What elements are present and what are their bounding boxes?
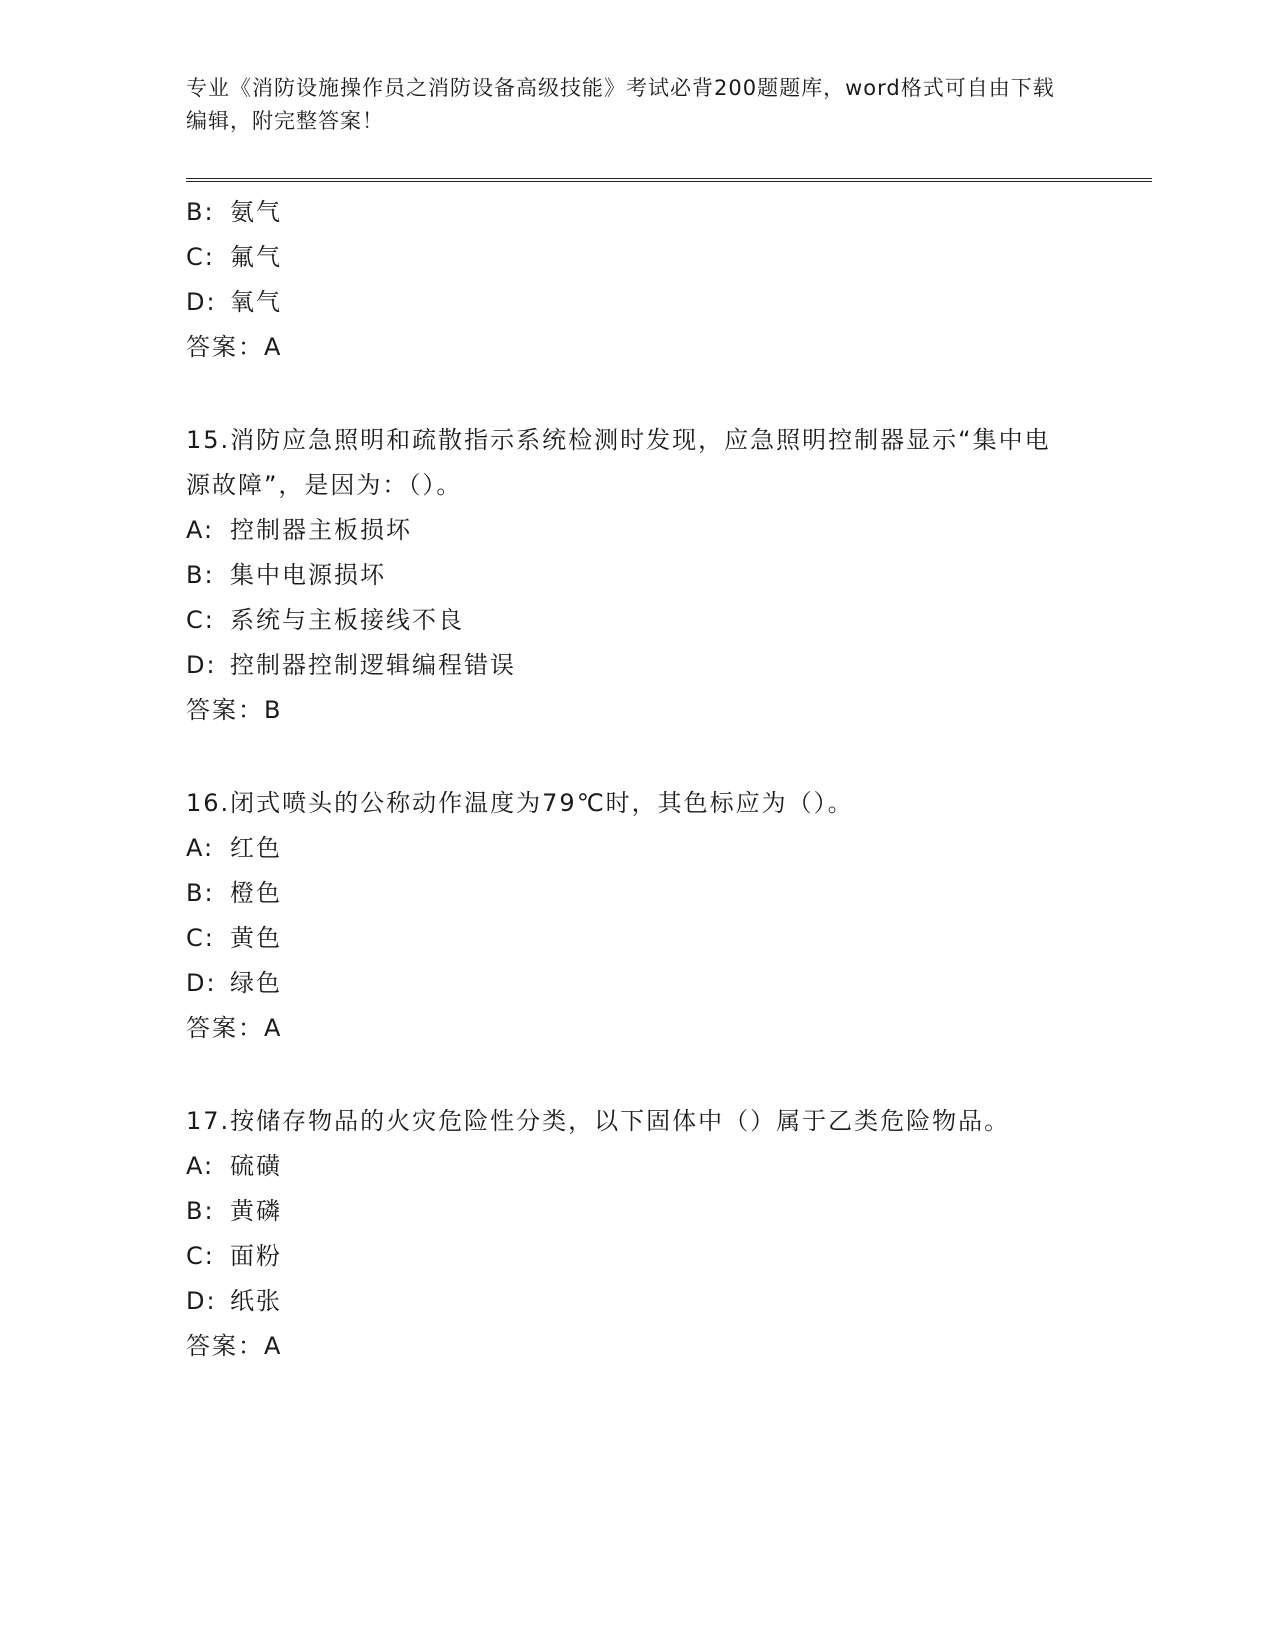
document-header: 专业《消防设施操作员之消防设备高级技能》考试必背200题题库，word格式可自由下载编辑，附完整答案！ — [186, 76, 1055, 133]
question-text: 15.消防应急照明和疏散指示系统检测时发现，应急照明控制器显示“集中电源故障”，是因为：（）。 — [186, 426, 1051, 499]
question-16 — [186, 781, 1086, 1051]
header-divider — [186, 178, 1152, 182]
option-b: B: 橙色 — [186, 879, 282, 907]
answer: 答案：B — [186, 696, 283, 724]
option-a: A: 红色 — [186, 834, 282, 862]
option-c: C: 系统与主板接线不良 — [186, 606, 464, 634]
option-d: D: 绿色 — [186, 969, 282, 997]
option-a: A: 硫磺 — [186, 1152, 282, 1180]
answer: 答案：A — [186, 333, 283, 361]
answer: 答案：A — [186, 1332, 283, 1360]
question-text: 17.按储存物品的火灾危险性分类，以下固体中（）属于乙类危险物品。 — [186, 1107, 1011, 1135]
question-14-continued — [186, 190, 1086, 370]
option-d: D: 控制器控制逻辑编程错误 — [186, 651, 516, 679]
option-d: D: 纸张 — [186, 1287, 282, 1315]
document-body — [186, 190, 1086, 1369]
option-b: B: 黄磷 — [186, 1197, 282, 1225]
option-b: B: 集中电源损坏 — [186, 561, 386, 589]
question-text: 16.闭式喷头的公称动作温度为79℃时，其色标应为（）。 — [186, 789, 854, 817]
option-c: C: 氟气 — [186, 243, 282, 271]
option-b: B: 氨气 — [186, 198, 282, 226]
option-c: C: 面粉 — [186, 1242, 282, 1270]
option-a: A: 控制器主板损坏 — [186, 516, 412, 544]
option-d: D: 氧气 — [186, 288, 282, 316]
question-15 — [186, 418, 1086, 733]
answer: 答案：A — [186, 1014, 283, 1042]
question-17 — [186, 1099, 1086, 1369]
option-c: C: 黄色 — [186, 924, 282, 952]
